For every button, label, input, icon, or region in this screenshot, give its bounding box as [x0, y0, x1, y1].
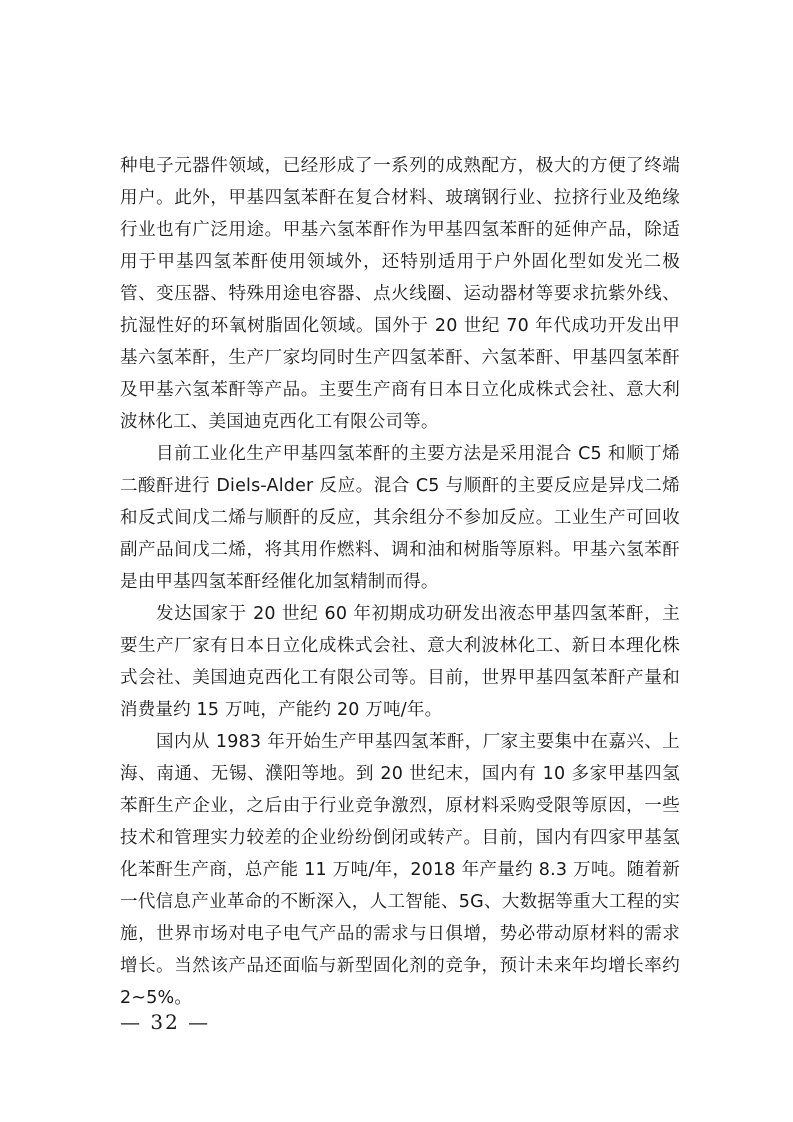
page-number: — 32 — — [120, 1010, 211, 1034]
body-text — [120, 150, 680, 1014]
paragraph-continuation: 种电子元器件领域，已经形成了一系列的成熟配方，极大的方便了终端用户。此外，甲基四氢苯酐在复合材料、玻璃钢行业、拉挤行业及绝缘行业也有广泛用途。甲基六氢苯酐作为甲基四氢苯酐的延伸产品，除适用于甲基四氢苯酐使用领域外，还特别适用于户外固化型如发光二极管、变压器、特殊用途电容器、点火线圈、运动器材等要求抗紫外线、抗湿性好的环氧树脂固化领域。国外于 20 世纪 70 年代成功开发出甲基六氢苯酐，生产厂家均同时生产四氢苯酐、六氢苯酐、甲基四氢苯酐及甲基六氢苯酐等产品。主要生产商有日本日立化成株式会社、意大利波林化工、美国迪克西化工有限公司等。 — [120, 156, 680, 432]
paragraph-production-method: 目前工业化生产甲基四氢苯酐的主要方法是采用混合 C5 和顺丁烯二酸酐进行 Diels-Alder 反应。混合 C5 与顺酐的主要反应是异戊二烯和反式间戊二烯与顺酐的反应，其余组分不参加反应。工业生产可回收副产品间戊二烯，将其用作燃料、调和油和树脂等原料。甲基六氢苯酐是由甲基四氢苯酐经催化加氢精制而得。 — [120, 444, 680, 592]
paragraph-developed-countries: 发达国家于 20 世纪 60 年初期成功研发出液态甲基四氢苯酐，主要生产厂家有日本日立化成株式会社、意大利波林化工、新日本理化株式会社、美国迪克西化工有限公司等。目前，世界甲基四氢苯酐产量和消费量约 15 万吨，产能约 20 万吨/年。 — [120, 604, 680, 720]
paragraph-domestic-market: 国内从 1983 年开始生产甲基四氢苯酐，厂家主要集中在嘉兴、上海、南通、无锡、濮阳等地。到 20 世纪末，国内有 10 多家甲基四氢苯酐生产企业，之后由于行业竞争激烈，原材料采购受限等原因，一些技术和管理实力较差的企业纷纷倒闭或转产。目前，国内有四家甲基氢化苯酐生产商，总产能 11 万吨/年，2018 年产量约 8.3 万吨。随着新一代信息产业革命的不断深入，人工智能、5G、大数据等重大工程的实施，世界市场对电子电气产品的需求与日俱增，势必带动原材料的需求增长。当然该产品还面临与新型固化剂的竞争，预计未来年均增长率约 2~5%。 — [120, 732, 680, 1008]
